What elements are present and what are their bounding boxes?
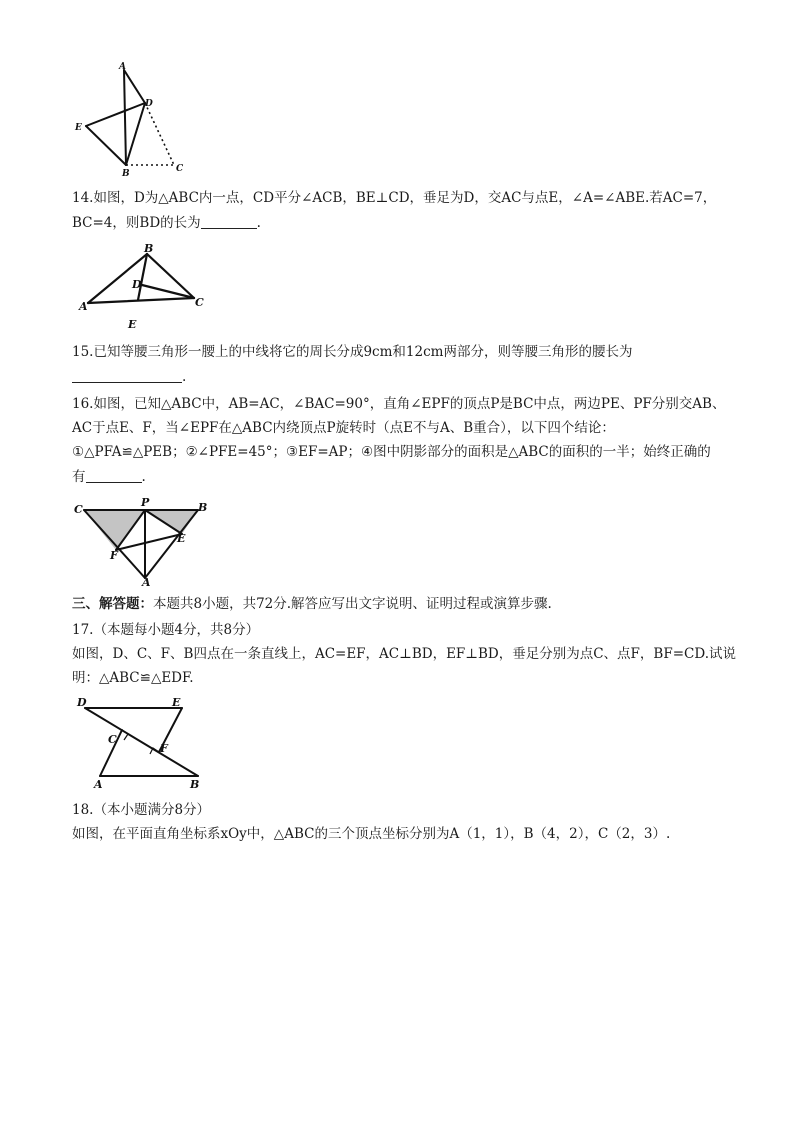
q17-line2: 明：△ABC≌△EDF. xyxy=(72,670,194,686)
label-e: E xyxy=(75,123,82,133)
q17-header: 17.（本题每小题4分，共8分） xyxy=(72,622,260,638)
q16-line4 xyxy=(72,465,732,489)
label-f: F xyxy=(160,742,168,755)
label-d: D xyxy=(145,99,153,109)
q18-header: 18.（本小题满分8分） xyxy=(72,802,211,818)
label-c: C xyxy=(74,503,83,516)
q14-line1: 14.如图，D为△ABC内一点，CD平分∠ACB，BE⊥CD，垂足为D，交AC与点E，∠A=∠ABE.若AC=7， xyxy=(72,190,717,206)
label-c: C xyxy=(108,733,117,746)
q16-line2: AC于点E、F，当∠EPF在△ABC内绕顶点P旋转时（点E不与A、B重合），以下四个结论： xyxy=(72,420,615,436)
label-p: P xyxy=(141,496,150,509)
label-f: F xyxy=(110,549,118,562)
q16-line1: 16.如图，已知△ABC中，AB=AC，∠BAC=90°，直角∠EPF的顶点P是BC中点，两边PE、PF分别交AB、 xyxy=(72,396,726,412)
q15-answer-blank[interactable] xyxy=(72,368,182,383)
label-c: C xyxy=(176,164,184,174)
label-b: B xyxy=(198,501,208,514)
figure-q16 xyxy=(70,494,215,586)
q15-line2 xyxy=(72,365,732,389)
label-a: A xyxy=(119,62,126,72)
label-b: B xyxy=(122,169,130,176)
label-a: A xyxy=(79,300,88,313)
q16-line3: ①△PFA≌△PEB；②∠PFE=45°；③EF=AP；④图中阴影部分的面积是△ABC的面积的一半；始终正确的 xyxy=(72,444,711,460)
label-a: A xyxy=(94,778,103,791)
q17-line1: 如图，D、C、F、B四点在一条直线上，AC=EF，AC⊥BD，EF⊥BD，垂足分别为点C、点F，BF=CD.试说 xyxy=(72,646,736,662)
figure-q14 xyxy=(74,240,209,332)
label-e: E xyxy=(177,532,186,545)
q15-line2-end: . xyxy=(182,369,187,385)
label-e: E xyxy=(128,318,137,331)
q14-line2-end: . xyxy=(256,215,261,231)
label-b: B xyxy=(144,242,154,255)
q14-answer-blank[interactable] xyxy=(201,214,257,229)
q14-line2 xyxy=(72,211,732,235)
q18-line1: 如图，在平面直角坐标系xOy中，△ABC的三个顶点坐标分别为A（1，1），B（4，2），C（2，3）. xyxy=(72,826,671,842)
q16-line4-end: . xyxy=(141,469,146,485)
q14-line2-text: BC=4，则BD的长为 xyxy=(72,215,201,231)
label-d: D xyxy=(132,278,142,291)
label-d: D xyxy=(77,696,87,709)
label-c: C xyxy=(195,296,204,309)
section-instructions: 本题共8小题，共72分.解答应写出文字说明、证明过程或演算步骤. xyxy=(153,596,552,612)
label-e: E xyxy=(172,696,181,709)
section-title: 三、解答题： xyxy=(72,596,153,612)
q16-answer-blank[interactable] xyxy=(86,468,142,483)
q16-line4-text: 有 xyxy=(72,469,86,485)
label-a: A xyxy=(142,576,151,586)
section-heading xyxy=(72,592,732,616)
figure-q17 xyxy=(72,694,212,794)
q15-line1: 15.已知等腰三角形一腰上的中线将它的周长分成9cm和12cm两部分，则等腰三角形的腰长为 xyxy=(72,344,633,360)
figure-q13 xyxy=(70,58,195,176)
label-b: B xyxy=(190,778,200,791)
